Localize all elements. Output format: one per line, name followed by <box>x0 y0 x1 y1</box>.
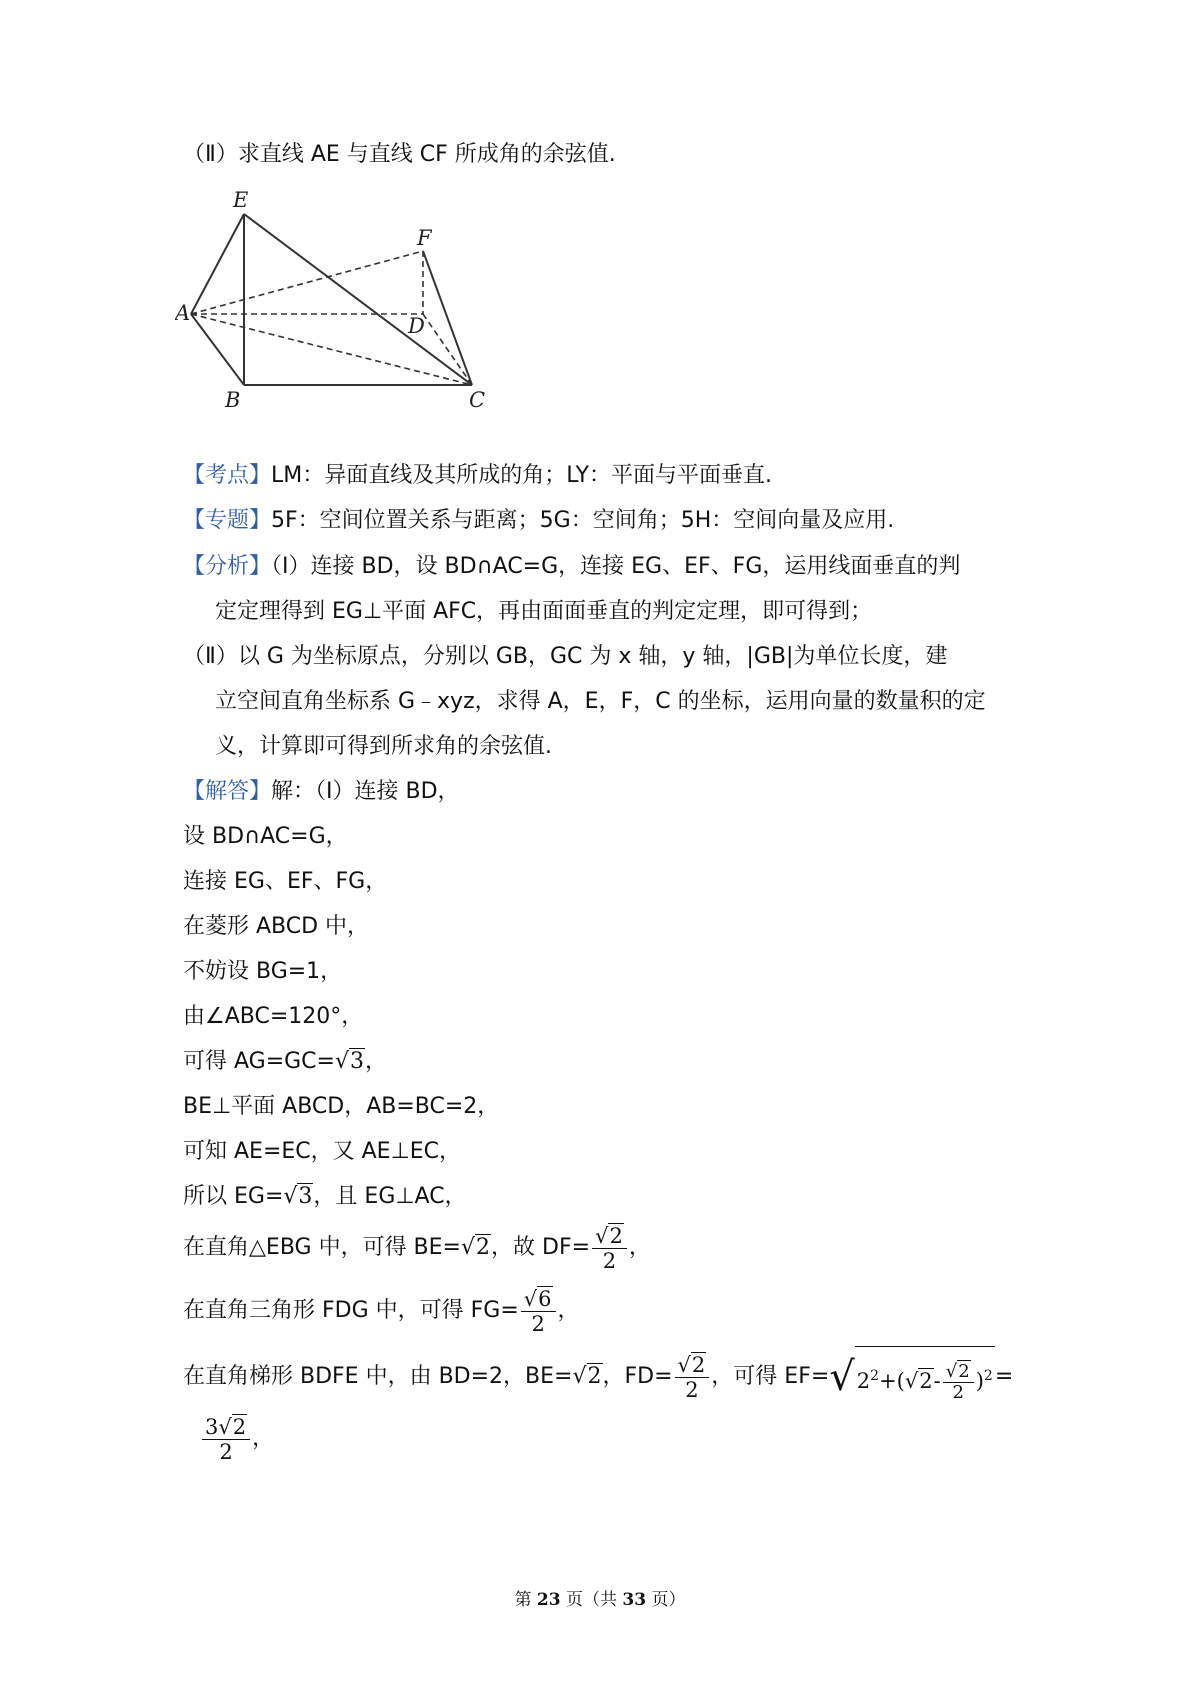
kaodian-text: LM：异面直线及其所成的角；LY：平面与平面垂直. <box>271 463 773 488</box>
sqrt-expression: √3 <box>334 1049 365 1074</box>
solution-step-8: 可知 AE=EC，又 AE⊥EC， <box>183 1139 462 1164</box>
step-11-text: 在直角三角形 FDG 中，可得 FG= <box>183 1298 519 1323</box>
fenxi-line-2: 定定理得到 EG⊥平面 AFC，再由面面垂直的判定定理，即可得到； <box>215 599 873 624</box>
radicand: 2 <box>691 1352 706 1377</box>
step-9-text-2: ，且 EG⊥AC， <box>313 1184 467 1209</box>
page-footer <box>0 1585 1200 1610</box>
fraction: $\frac{√2}{2}$ <box>943 1362 974 1403</box>
zhuanti-text: 5F：空间位置关系与距离；5G：空间角；5H：空间向量及应用. <box>271 508 895 533</box>
footer-text: 页） <box>646 1590 686 1610</box>
step-10-text: 在直角△EBG 中，可得 BE= <box>183 1235 461 1260</box>
footer-text: 页（共 <box>560 1590 623 1610</box>
solution-step-4: 不妨设 BG=1， <box>183 959 343 984</box>
fraction: $\frac{√2}{2}$ <box>675 1353 710 1402</box>
radicand: 3 <box>350 1049 365 1074</box>
fenxi-tag: 【分析】 <box>183 554 272 579</box>
vertex-label-a: A <box>175 301 191 325</box>
solution-step-11 <box>183 1284 580 1338</box>
fenxi-line-4: 立空间直角坐标系 G﹣xyz，求得 A，E，F，C 的坐标，运用向量的数量积的定 <box>215 689 986 714</box>
radicand: 6 <box>538 1286 552 1311</box>
coefficient: 3 <box>205 1414 219 1439</box>
expr-exponent: 2 <box>983 1368 993 1384</box>
solution-step-12 <box>183 1346 1013 1408</box>
zhuanti-line <box>183 506 894 536</box>
radicand: 2 <box>958 1361 970 1382</box>
geometry-figure <box>175 185 545 445</box>
solution-step-3: 在菱形 ABCD 中， <box>183 914 370 939</box>
denominator: 2 <box>952 1382 964 1403</box>
vertex-label-e: E <box>233 188 249 212</box>
vertex-label-f: F <box>417 226 432 250</box>
expr-term: 2 <box>856 1369 871 1393</box>
step-11-punct: ， <box>557 1298 580 1323</box>
vertex-label-c: C <box>469 388 486 412</box>
jieda-tag: 【解答】 <box>183 779 272 804</box>
step-10-punct: ， <box>628 1235 651 1260</box>
radicand: 3 <box>298 1184 313 1209</box>
fenxi-text-1: （Ⅰ）连接 BD，设 BD∩AC=G，连接 EG、EF、FG，运用线面垂直的判 <box>271 554 961 579</box>
radicand: 2 <box>919 1369 933 1393</box>
vertex-label-b: B <box>225 388 241 412</box>
ef-root-expression: $√2^2+(√2-$ $\frac{√2}{2}$ )$^2$ <box>829 1346 995 1408</box>
step-9-text: 所以 EG= <box>183 1184 284 1209</box>
page-number: 23 <box>536 1590 561 1610</box>
expr-exponent: 2 <box>870 1368 880 1384</box>
fenxi-line-3: （Ⅱ）以 G 为坐标原点，分别以 GB，GC 为 x 轴，y 轴，|GB|为单位长度，建 <box>183 644 948 669</box>
total-pages: 33 <box>622 1590 647 1610</box>
expr-operator: +( <box>879 1369 905 1393</box>
equals-sign: = <box>994 1364 1014 1389</box>
solution-step-9 <box>183 1182 467 1212</box>
footer-text: 第 <box>514 1590 537 1610</box>
fenxi-line-5: 义，计算即可得到所求角的余弦值. <box>215 734 552 759</box>
sqrt-expression: √2 <box>572 1364 602 1389</box>
denominator: 2 <box>602 1248 617 1273</box>
zhuanti-tag: 【专题】 <box>183 508 272 533</box>
solution-step-7: BE⊥平面 ABCD，AB=BC=2， <box>183 1094 500 1119</box>
solution-step-6 <box>183 1047 387 1077</box>
vertex-label-d: D <box>408 314 425 338</box>
fraction: $\frac{3√2}{2}$ <box>202 1415 250 1464</box>
denominator: 2 <box>685 1377 699 1402</box>
sqrt-expression: √3 <box>283 1184 313 1209</box>
expr-operator: - <box>933 1369 941 1393</box>
question-part-2: （Ⅱ）求直线 AE 与直线 CF 所成角的余弦值. <box>183 142 616 167</box>
step-13-punct: ， <box>252 1426 275 1451</box>
step-6-text: 可得 AG=GC= <box>183 1049 335 1074</box>
fraction: $\frac{√2}{2}$ <box>592 1224 627 1273</box>
denominator: 2 <box>531 1311 545 1336</box>
radicand: 2 <box>587 1364 602 1389</box>
radicand: 2 <box>476 1235 491 1260</box>
solution-step-13 <box>200 1412 274 1466</box>
jieda-line <box>183 777 460 807</box>
fraction: $\frac{√6}{2}$ <box>521 1287 556 1336</box>
solution-step-2: 连接 EG、EF、FG， <box>183 869 388 894</box>
solution-step-5: 由∠ABC=120°， <box>183 1004 364 1029</box>
expr-operator: ) <box>975 1369 984 1393</box>
solution-step-1: 设 BD∩AC=G， <box>183 824 348 849</box>
kaodian-line <box>183 461 772 491</box>
step-6-punct: ， <box>365 1049 388 1074</box>
kaodian-tag: 【考点】 <box>183 463 272 488</box>
step-12-text: 在直角梯形 BDFE 中，由 BD=2，BE= <box>183 1364 573 1389</box>
step-12-text-3: ，可得 EF= <box>711 1364 830 1389</box>
sqrt-expression: √2 <box>461 1235 491 1260</box>
radicand: 2 <box>232 1414 247 1439</box>
jieda-head: 解：（Ⅰ）连接 BD， <box>271 779 460 804</box>
radicand: 2 <box>609 1223 623 1248</box>
step-12-text-2: ，FD= <box>602 1364 673 1389</box>
denominator: 2 <box>219 1439 233 1464</box>
fenxi-line-1 <box>183 552 960 582</box>
solution-step-10 <box>183 1221 651 1275</box>
step-10-text-2: ，故 DF= <box>491 1235 591 1260</box>
